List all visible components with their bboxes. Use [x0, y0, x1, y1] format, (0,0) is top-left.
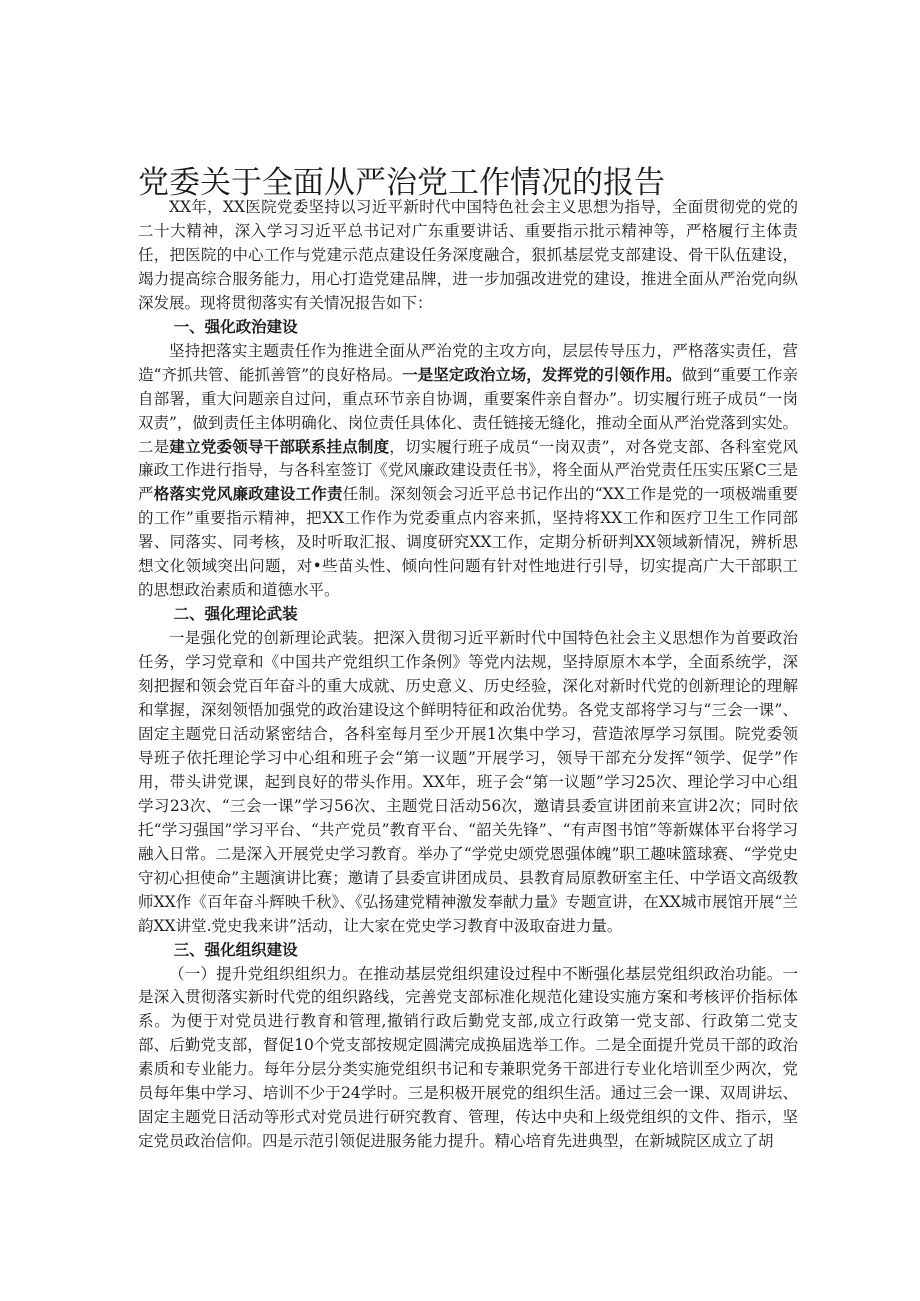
section-heading-organization: 三、强化组织建设 — [173, 940, 298, 959]
section-political-paragraph — [138, 340, 798, 603]
intro-paragraph: XX年，XX医院党委坚持以习近平新时代中国特色社会主义思想为指导，全面贯彻党的党的二十大精神，深入学习习近平总书记对广东重要讲话、重要指示批示精神等，严格履行主体责任，把医院的中心工作与党建示范点建设任务深度融合，狠抓基层党支部建设、骨干队伍建设，竭力提高综合服务能力，用心打造党建品牌，进一步加强改进党的建设，推进全面从严治党向纵深发展。现将贯彻落实有关情况报告如下： — [138, 198, 798, 312]
paragraph-text: ，切实履行班子成员“一岗双责”，对各党支部、各科室党风廉政工作进行指导，与各科室签订《党风廉政建设责任书》，将全面从严治党责任压实压紧C三是严 — [138, 437, 798, 504]
section-heading-political: 一、强化政治建设 — [173, 317, 298, 336]
section-heading-theory: 二、强化理论武装 — [173, 605, 298, 624]
paragraph-text: 任制。深刻领会习近平总书记作出的“XX工作是党的一项极端重要的工作”重要指示精神，把XX工作作为党委重点内容来抓，坚持将XX工作和医疗卫生工作同部署、同落实、同考核，及时听取汇报、调度研究XX工作，定期分析研判XX领域新情况，辨析思想文化领域突出问题，对•些苗头性、倾向性问题有针对性地进行引导，切实提高广大干部职工的思想政治素质和道德水平。 — [138, 485, 798, 600]
bold-phrase: 一是坚定政治立场，发挥党的引领作用。 — [402, 365, 682, 384]
paragraph-text: 做到“重要工作亲自部署，重大问题亲自过问，重点环节亲自协调，重要案件亲自督办”。切实履行班子成员“一岗双责”，做到责任主体明确化、岗位责任具体化、责任链接无缝化，推动全面从严治党落到实处。二是 — [138, 365, 798, 456]
page-title: 党委关于全面从严治党工作情况的报告 — [138, 164, 665, 201]
section-organization-paragraph: （一）提升党组织组织力。在推动基层党组织建设过程中不断强化基层党组织政治功能。一是深入贯彻落实新时代党的组织路线，完善党支部标准化规范化建设实施方案和考核评价指标体系。为便于对党员进行教育和管理,撤销行政后勤党支部,成立行政第一党支部、行政第二党支部、后勤党支部，督促10个党支部按规定圆满完成换届选举工作。二是全面提升党员干部的政治素质和专业能力。每年分层分类实施党组织书记和专兼职党务干部进行专业化培训至少两次，党员每年集中学习、培训不少于24学时。三是积极开展党的组织生活。通过三会一课、双周讲坛、固定主题党日活动等形式对党员进行研究教育、管理，传达中央和上级党组织的文件、指示，坚定党员政治信仰。四是示范引领促进服务能力提升。精心培育先进典型，在新城院区成立了胡 — [138, 964, 798, 1151]
bold-phrase: 建立党委领导干部联系挂点制度 — [169, 437, 390, 456]
document-body — [138, 196, 798, 1154]
paragraph-text: 坚持把落实主题责任作为推进全面从严治党的主攻方向，层层传导压力，严格落实责任，营造“齐抓共管、能抓善管”的良好格局。 — [138, 341, 798, 384]
section-theory-paragraph: 一是强化党的创新理论武装。把深入贯彻习近平新时代中国特色社会主义思想作为首要政治任务，学习党章和《中国共产党组织工作条例》等党内法规，坚持原原木本学，全面系统学，深刻把握和领会党百年奋斗的重大成就、历史意义、历史经验，深化对新时代党的创新理论的理解和掌握，深刻领悟加强党的政治建设这个鲜明特征和政治优势。各党支部将学习与“三会一课”、固定主题党日活动紧密结合，各科室每月至少开展1次集中学习，营造浓厚学习氛围。院党委领导班子依托理论学习中心组和班子会“第一议题”开展学习，领导干部充分发挥“领学、促学”作用，带头讲党课，起到良好的带头作用。XX年，班子会“第一议题”学习25次、理论学习中心组学习23次、“三会一课”学习56次、主题党日活动56次，邀请县委宣讲团前来宣讲2次；同时依托“学习强国”学习平台、“共产党员”教育平台、“韶关先锋”、“有声图书馆”等新媒体平台将学习融入日常。二是深入开展党史学习教育。举办了“学党史颂党恩强体魄”职工趣味篮球赛、“学党史守初心担使命”主题演讲比赛；邀请了县委宣讲团成员、县教育局原教研室主任、中学语文高级教师XX作《百年奋斗辉映千秋》、《弘扬建党精神激发奉献力量》专题宣讲，在XX城市展馆开展“兰韵XX讲堂.党史我来讲”活动，让大家在党史学习教育中汲取奋进力量。 — [138, 629, 798, 935]
bold-phrase: 格落实党风廉政建设工作责 — [153, 485, 343, 504]
